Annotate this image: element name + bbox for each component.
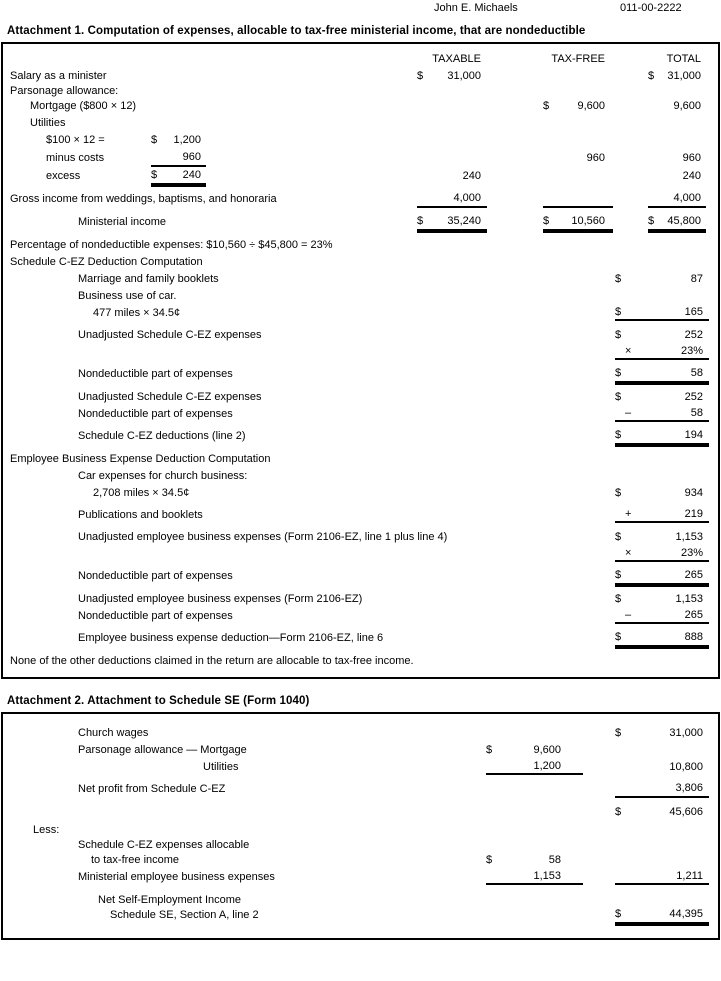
table-row (3, 724, 718, 741)
column-header-label: TOTAL (666, 52, 701, 65)
amount-cell (615, 343, 709, 360)
row-label: Schedule C-EZ Deduction Computation (10, 255, 203, 268)
taxable-cell (417, 190, 487, 208)
amount-value: 4,000 (673, 192, 701, 204)
amount-cell (615, 270, 709, 287)
minus-sign: – (625, 406, 632, 419)
middle-amount-cell (486, 868, 583, 885)
row-label: Schedule C-EZ expenses allocable (78, 838, 250, 851)
table-row (3, 590, 718, 607)
amount-value: 960 (682, 152, 701, 164)
table-row (3, 838, 718, 851)
row-label: Nondeductible part of expenses (78, 570, 233, 582)
table-row (3, 607, 718, 624)
amount-value: 58 (690, 406, 703, 419)
dollar-sign: $ (615, 726, 622, 739)
table-row (3, 545, 718, 562)
amount-value: 934 (684, 486, 703, 499)
total-cell (648, 97, 706, 114)
computation-cell (151, 131, 206, 149)
row-label: Mortgage ($800 × 12) (30, 99, 137, 112)
table-row (3, 326, 718, 343)
row-label: Salary as a minister (10, 69, 107, 82)
amount-cell (615, 365, 709, 383)
table-row (3, 114, 718, 131)
dollar-sign: $ (648, 215, 655, 227)
table-row (3, 304, 718, 321)
amount-value: 1,200 (533, 759, 561, 772)
amount-value: 265 (684, 608, 703, 621)
amount-value: 240 (682, 170, 701, 182)
row-label: Parsonage allowance — Mortgage (78, 743, 247, 756)
amount-value: 45,800 (667, 215, 701, 227)
table-row (3, 84, 718, 97)
table-row (3, 821, 718, 838)
amount-cell (615, 528, 709, 545)
amount-cell (615, 607, 709, 624)
attachment1-table (1, 42, 720, 679)
row-label: Schedule SE, Section A, line 2 (110, 909, 259, 921)
middle-amount-cell (486, 741, 583, 758)
amount-value: 23% (680, 344, 703, 357)
column-header-taxable (417, 50, 487, 67)
amount-cell (615, 906, 709, 924)
dollar-sign: $ (543, 215, 550, 227)
dollar-sign: $ (648, 69, 655, 82)
amount-value: 31,000 (669, 726, 703, 739)
amount-value: 10,800 (669, 760, 703, 773)
amount-cell (615, 780, 709, 798)
attachment2-title: Attachment 2. Attachment to Schedule SE (Form 1040) (7, 695, 310, 707)
taxpayer-name: John E. Michaels (434, 2, 518, 14)
dollar-sign: $ (615, 486, 622, 499)
amount-value: 165 (684, 305, 703, 318)
row-label: Unadjusted employee business expenses (Form 2106-EZ, line 1 plus line 4) (78, 530, 448, 543)
table-row (3, 388, 718, 405)
amount-value: 1,200 (173, 134, 201, 146)
column-header-row (3, 50, 718, 67)
table-row (3, 780, 718, 798)
amount-cell (615, 724, 709, 741)
dollar-sign: $ (417, 69, 424, 82)
row-label: Unadjusted employee business expenses (Form 2106-EZ) (78, 592, 363, 605)
minus-sign: – (625, 608, 632, 621)
dollar-sign: $ (543, 99, 550, 112)
dollar-sign: $ (615, 569, 622, 581)
amount-cell (615, 388, 709, 405)
total-cell (648, 190, 706, 208)
column-header-label: TAXABLE (432, 52, 481, 65)
table-row (3, 213, 718, 231)
total-cell (648, 213, 706, 231)
document-page (0, 2, 721, 981)
row-label: Marriage and family booklets (78, 272, 219, 285)
row-label: Car expenses for church business: (78, 469, 248, 482)
table-row (3, 343, 718, 360)
amount-cell (615, 803, 709, 821)
taxfree-cell (543, 213, 613, 231)
row-label: Net Self-Employment Income (98, 893, 242, 906)
table-row (3, 528, 718, 545)
amount-cell (615, 629, 709, 647)
row-label: Nondeductible part of expenses (78, 368, 233, 380)
amount-value: 31,000 (447, 69, 481, 82)
dollar-sign: $ (486, 853, 493, 866)
taxpayer-ssn: 011-00-2222 (620, 2, 682, 14)
amount-value: 252 (684, 328, 703, 341)
dollar-sign: $ (615, 806, 622, 818)
row-label: Percentage of nondeductible expenses: $10,560 ÷ $45,800 = 23% (10, 238, 333, 251)
amount-value: 87 (690, 272, 703, 285)
amount-value: 45,606 (669, 806, 703, 818)
amount-value: 240 (462, 170, 481, 182)
dollar-sign: $ (615, 631, 622, 643)
table-row (3, 893, 718, 906)
row-label: 2,708 miles × 34.5¢ (93, 486, 190, 499)
amount-cell (615, 304, 709, 321)
amount-cell (615, 567, 709, 585)
amount-value: 10,560 (571, 215, 605, 227)
amount-value: 4,000 (453, 192, 481, 204)
attachment1-title: Attachment 1. Computation of expenses, allocable to tax-free ministerial income, that are nondeductible (7, 25, 586, 37)
table-row (3, 427, 718, 445)
row-label: to tax-free income (91, 853, 180, 866)
row-label: Church wages (78, 726, 149, 739)
row-label: Nondeductible part of expenses (78, 609, 233, 622)
amount-value: 58 (548, 853, 561, 866)
amount-cell (615, 545, 709, 562)
table-row (3, 149, 718, 167)
table-row (3, 190, 718, 208)
table-row (3, 167, 718, 185)
row-label: excess (46, 170, 81, 182)
dollar-sign: $ (615, 592, 622, 605)
amount-cell (615, 405, 709, 422)
table-row (3, 97, 718, 114)
page-header (0, 2, 721, 18)
total-cell (648, 149, 706, 167)
taxfree-rule (543, 190, 613, 208)
dollar-sign: $ (615, 390, 622, 403)
dollar-sign: $ (615, 272, 622, 285)
amount-value: 31,000 (667, 69, 701, 82)
row-label: Business use of car. (78, 289, 177, 302)
row-label: 477 miles × 34.5¢ (93, 306, 181, 319)
dollar-sign: $ (615, 328, 622, 341)
dollar-sign: $ (417, 215, 424, 227)
table-row (3, 131, 718, 149)
table-row (3, 484, 718, 501)
computation-cell (151, 167, 206, 185)
row-label: minus costs (46, 152, 105, 164)
column-header-label: TAX-FREE (551, 52, 605, 65)
amount-value: 35,240 (447, 215, 481, 227)
amount-value: 1,153 (675, 530, 703, 543)
middle-amount-cell (486, 851, 583, 868)
row-label: Ministerial income (78, 216, 167, 228)
amount-value: 9,600 (533, 743, 561, 756)
total-cell (648, 167, 706, 185)
dollar-sign: $ (615, 305, 622, 318)
middle-amount-cell (486, 758, 583, 775)
amount-value: 219 (684, 507, 703, 520)
amount-value: 240 (182, 169, 201, 181)
row-label: Schedule C-EZ deductions (line 2) (78, 430, 246, 442)
dollar-sign: $ (486, 743, 493, 756)
row-label: Employee business expense deduction—Form 2106-EZ, line 6 (78, 632, 384, 644)
table-row (3, 906, 718, 924)
table-row (3, 287, 718, 304)
dollar-sign: $ (151, 134, 158, 146)
amount-value: 960 (182, 151, 201, 163)
row-label: Less: (33, 823, 60, 836)
table-row (3, 567, 718, 585)
taxable-cell (417, 167, 487, 185)
table-row (3, 758, 718, 775)
table-row (3, 467, 718, 484)
amount-value: 1,153 (675, 592, 703, 605)
dollar-sign: $ (615, 908, 622, 920)
amount-value: 1,211 (676, 869, 703, 882)
amount-value: 3,806 (675, 782, 703, 794)
dollar-sign: $ (615, 429, 622, 441)
amount-value: 58 (690, 367, 703, 379)
table-row (3, 67, 718, 84)
table-row (3, 270, 718, 287)
multiply-sign: × (625, 546, 632, 559)
amount-cell (615, 758, 709, 775)
column-header-taxfree (543, 50, 613, 67)
column-header-total (648, 50, 706, 67)
amount-value: 888 (684, 631, 703, 643)
row-label: Gross income from weddings, baptisms, and honoraria (10, 193, 277, 205)
dollar-sign: $ (151, 169, 158, 181)
table-row (3, 868, 718, 885)
table-row (3, 652, 718, 669)
table-row (3, 450, 718, 467)
table-row (3, 236, 718, 253)
row-label: Ministerial employee business expenses (78, 870, 275, 883)
plus-sign: + (625, 507, 632, 520)
amount-cell (615, 590, 709, 607)
amount-cell (615, 506, 709, 523)
taxable-cell (417, 213, 487, 231)
taxfree-cell (543, 149, 613, 167)
amount-value: 1,153 (533, 869, 561, 882)
dollar-sign: $ (615, 367, 622, 379)
row-label: Unadjusted Schedule C-EZ expenses (78, 390, 262, 403)
row-label: Unadjusted Schedule C-EZ expenses (78, 328, 262, 341)
row-label: Utilities (203, 760, 239, 773)
amount-value: 960 (586, 152, 605, 164)
multiply-sign: × (625, 344, 632, 357)
amount-value: 265 (684, 569, 703, 581)
taxfree-cell (543, 97, 613, 114)
row-label: Parsonage allowance: (10, 84, 119, 97)
amount-value: 252 (684, 390, 703, 403)
row-label: $100 × 12 = (46, 134, 105, 146)
table-row (3, 253, 718, 270)
amount-value: 9,600 (673, 99, 701, 112)
row-label: Publications and booklets (78, 508, 203, 521)
amount-value: 44,395 (669, 908, 703, 920)
dollar-sign: $ (615, 530, 622, 543)
row-label: Employee Business Expense Deduction Computation (10, 452, 271, 465)
table-row (3, 506, 718, 523)
amount-cell (615, 427, 709, 445)
amount-cell (615, 326, 709, 343)
attachment2-table (1, 712, 720, 940)
row-label: Nondeductible part of expenses (78, 407, 233, 420)
amount-value: 23% (680, 546, 703, 559)
computation-cell (151, 149, 206, 167)
table-row (3, 803, 718, 821)
table-row (3, 365, 718, 383)
footnote-text: None of the other deductions claimed in the return are allocable to tax-free income. (10, 654, 414, 667)
table-row (3, 405, 718, 422)
table-row (3, 629, 718, 647)
row-label: Utilities (30, 116, 66, 129)
amount-cell (615, 484, 709, 501)
taxable-cell (417, 67, 487, 84)
amount-cell (615, 868, 709, 885)
row-label: Net profit from Schedule C-EZ (78, 783, 226, 795)
table-row (3, 851, 718, 868)
table-row (3, 741, 718, 758)
total-cell (648, 67, 706, 84)
amount-value: 9,600 (577, 99, 605, 112)
amount-value: 194 (684, 429, 703, 441)
